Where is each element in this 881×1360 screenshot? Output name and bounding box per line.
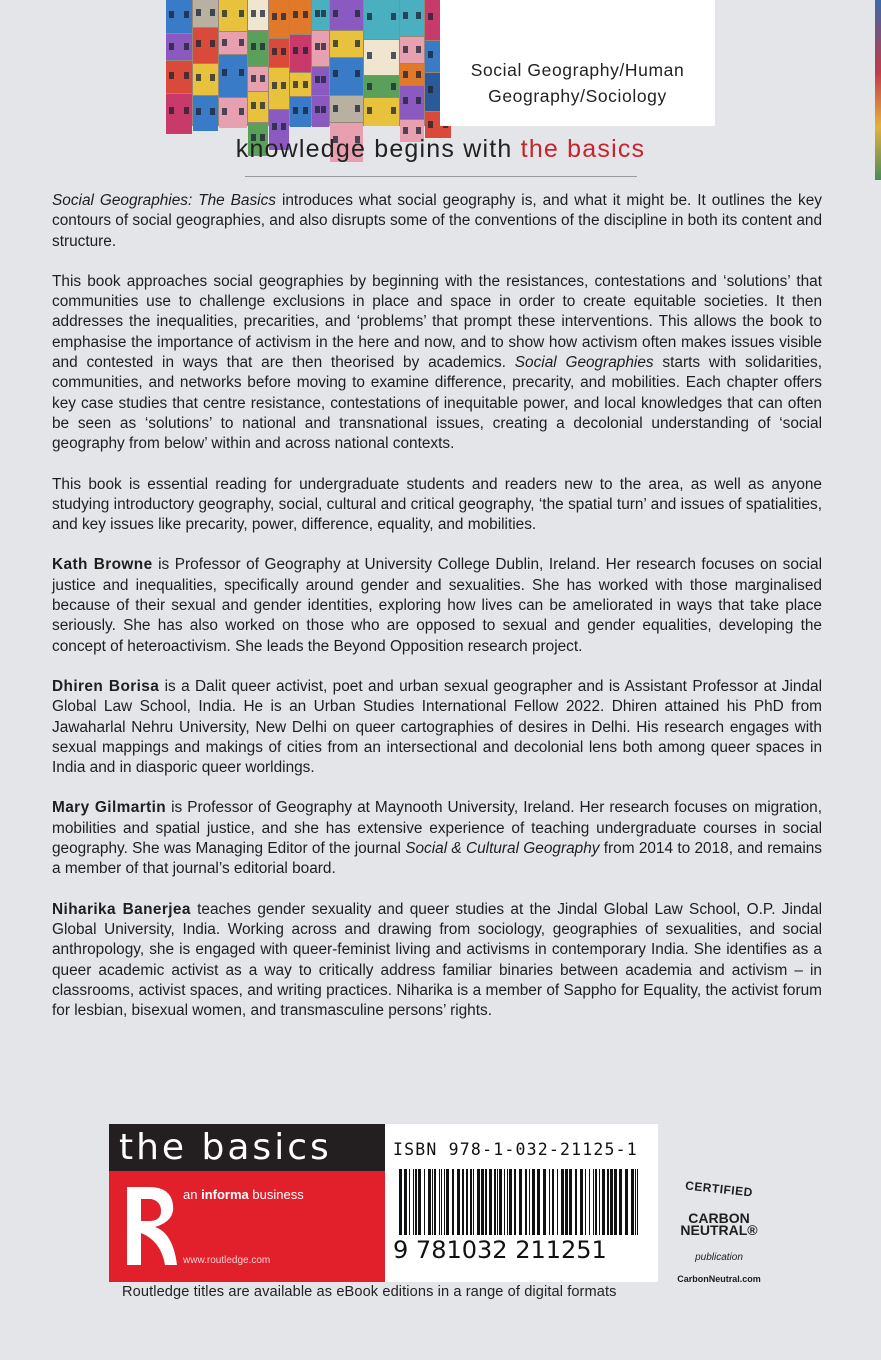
house-window — [428, 51, 433, 58]
house-window — [303, 107, 308, 114]
house-facade — [290, 0, 311, 34]
house-window — [239, 39, 244, 46]
house-window — [169, 72, 174, 79]
carbon-certified: CERTIFIED — [684, 1178, 754, 1200]
barcode-bar — [575, 1169, 577, 1235]
barcode-bar — [631, 1169, 634, 1235]
house-facade — [364, 0, 399, 39]
house-window — [403, 97, 408, 104]
house-window — [391, 107, 396, 114]
house-window — [169, 11, 174, 18]
author-bio-text: is a Dalit queer activist, poet and urban sexual geographer and is Assistant Professor at Jindal Global Law School, India. He is an Urban Studies International Fellow 2022. Dhiren attained his PhD from Jawaharlal Nehru University, New Delhi on queer cartographies of desires in Delhi. His research engages with sexual mappings and makings of cities from an intersectional and decolonial lens both among queer spaces in India and in diasporic queer worldings. — [52, 677, 823, 777]
author-bio-borisa — [52, 677, 822, 778]
house-window — [367, 107, 372, 114]
barcode-bar — [619, 1169, 622, 1235]
house-facade — [312, 96, 329, 127]
house-window — [315, 10, 320, 17]
house-window — [184, 11, 189, 18]
barcode-bar — [413, 1169, 414, 1235]
barcode-bar — [399, 1169, 402, 1235]
house-facade — [166, 94, 192, 134]
house-window — [333, 10, 338, 17]
house-window — [272, 123, 277, 130]
house-window — [416, 71, 421, 78]
barcode-bar — [532, 1169, 535, 1235]
house-window — [321, 76, 326, 83]
barcode-bar — [543, 1169, 546, 1235]
house-facade — [166, 0, 192, 33]
house-window — [355, 10, 360, 17]
house-facade — [219, 32, 247, 54]
author-name: Kath Browne — [52, 556, 153, 574]
barcode-bar — [569, 1169, 572, 1235]
routledge-logo-block — [109, 1124, 385, 1282]
house-window — [428, 86, 433, 93]
house-facade — [400, 64, 424, 85]
house-window — [416, 46, 421, 53]
house-window — [251, 10, 256, 17]
author-name: Niharika Banerjea — [52, 900, 191, 918]
house-facade — [269, 39, 289, 67]
house-window — [321, 106, 326, 113]
series-tagline — [0, 135, 881, 164]
house-window — [333, 40, 338, 47]
house-facade — [248, 0, 268, 30]
barcode-bar — [457, 1169, 460, 1235]
house-facade — [248, 92, 268, 122]
house-window — [428, 121, 433, 128]
audience-paragraph: This book is essential reading for undergraduate students and readers new to the area, as well as anyone studying introductory geography, social, cultural and critical geography, ‘the spatial turn’ and issues of spatialities, and key issues like precarity, power, difference, equality, and mobilities. — [52, 475, 822, 534]
house-facade — [193, 64, 218, 95]
house-window — [367, 52, 372, 59]
colorful-houses-photo — [166, 0, 440, 126]
barcode-bar — [446, 1169, 449, 1235]
house-facade — [312, 0, 329, 30]
barcode-bar — [432, 1169, 433, 1235]
tagline-prefix: knowledge begins with — [235, 135, 513, 163]
barcode-bar — [525, 1169, 527, 1235]
barcode-bar — [477, 1169, 480, 1235]
barcode-prefix-digit: 9 — [393, 1236, 409, 1264]
journal-title: Social & Cultural Geography — [405, 840, 600, 858]
book-title: Social Geographies: The Basics — [52, 192, 276, 209]
barcode-bar — [497, 1169, 498, 1235]
barcode-bar — [444, 1169, 445, 1235]
house-window — [367, 83, 372, 90]
barcode-bar — [561, 1169, 564, 1235]
house-window — [391, 83, 396, 90]
house-window — [281, 13, 286, 20]
house-window — [403, 12, 408, 19]
house-window — [210, 108, 215, 115]
house-window — [281, 82, 286, 89]
house-window — [367, 13, 372, 20]
house-window — [210, 9, 215, 16]
barcode-bar — [489, 1169, 492, 1235]
barcode-bar — [514, 1169, 516, 1235]
subject-category — [440, 57, 715, 109]
house-window — [196, 9, 201, 16]
author-bio-text: from 2014 to 2018, and remains a member of that journal’s editorial board. — [52, 840, 822, 878]
barcode-bar — [625, 1169, 628, 1235]
house-window — [303, 47, 308, 54]
house-window — [272, 48, 277, 55]
house-window — [222, 69, 227, 76]
house-window — [251, 75, 256, 82]
barcode-bar — [614, 1169, 617, 1235]
subject-label-box — [440, 0, 715, 126]
barcode-bar — [462, 1169, 464, 1235]
house-facade — [364, 76, 399, 97]
barcode-bar — [529, 1169, 530, 1235]
house-facade — [166, 61, 192, 93]
house-window — [239, 10, 244, 17]
house-window — [260, 43, 265, 50]
intro-paragraph — [52, 191, 822, 252]
carbon-line-2: NEUTRAL® — [680, 1222, 758, 1238]
barcode-group-1: 781032 — [415, 1236, 508, 1264]
house-facade — [312, 67, 329, 95]
approach-text-2: starts with solidarities, communities, and networks before moving to examine difference, precarity, and mobilities. Each chapter offers key case studies that centre resistance, contestations of inequitable power, and local knowledges that can often be seen as ‘solutions’ to national and transnational issues, creating a decolonial understanding of ‘social geography from below’ within and across national contexts. — [52, 354, 822, 453]
house-window — [428, 13, 433, 20]
house-window — [281, 123, 286, 130]
house-window — [210, 74, 215, 81]
house-facade — [166, 34, 192, 60]
house-window — [303, 81, 308, 88]
house-facade — [219, 55, 247, 97]
barcode-bar — [499, 1169, 502, 1235]
house-window — [272, 82, 277, 89]
subject-line-1: Social Geography/Human — [470, 60, 685, 80]
house-window — [222, 39, 227, 46]
barcode-bar — [428, 1169, 431, 1235]
barcode-bar — [439, 1169, 440, 1235]
house-facade — [193, 0, 218, 27]
isbn-barcode — [385, 1124, 658, 1282]
routledge-r-icon — [113, 1183, 179, 1276]
approach-title: Social Geographies — [514, 354, 654, 372]
tagline-highlight: the basics — [520, 135, 646, 163]
house-window — [239, 69, 244, 76]
house-window — [315, 43, 320, 50]
barcode-bar — [415, 1169, 417, 1235]
house-window — [251, 102, 256, 109]
house-window — [281, 48, 286, 55]
intro-text: introduces what social geography is, and what it might be. It outlines the key contours of social geographies, and also disrupts some of the conventions of the discipline in both its content and structure. — [52, 192, 823, 250]
house-facade — [364, 98, 399, 126]
house-facade — [330, 31, 363, 57]
barcode-bar — [470, 1169, 472, 1235]
carbon-site: CarbonNeutral.com — [677, 1274, 761, 1284]
imprint-wordmark: ROUTLEDGE — [113, 1219, 123, 1276]
house-facade — [248, 67, 268, 91]
informa-tagline — [183, 1187, 304, 1202]
house-window — [184, 43, 189, 50]
informa-prefix: an — [183, 1187, 198, 1202]
barcode-bar — [452, 1169, 454, 1235]
house-facade — [269, 0, 289, 38]
house-facade — [330, 0, 363, 30]
house-facade — [400, 86, 424, 119]
barcode-bar — [519, 1169, 522, 1235]
barcode-bar — [599, 1169, 600, 1235]
house-window — [355, 105, 360, 112]
house-window — [416, 127, 421, 134]
house-window — [333, 70, 338, 77]
house-window — [355, 70, 360, 77]
author-name: Mary Gilmartin — [52, 799, 167, 817]
barcode-bar — [409, 1169, 410, 1235]
barcode-bar — [610, 1169, 613, 1235]
barcode-bars — [399, 1169, 644, 1239]
house-window — [239, 108, 244, 115]
house-window — [222, 108, 227, 115]
approach-text-1: This book approaches social geographies by beginning with the resistances, contestations and ‘solutions’ that communities use to challenge exclusions in place and space in order to create equitable societies. It then addresses the inequalities, precarities, and ‘problems’ that prompt these interventions. This allows the book to emphasise the importance of activism in the here and now, and to show how activism often makes issues visible and contested in ways that are then theorised by academics. — [52, 272, 822, 372]
house-window — [321, 10, 326, 17]
author-bio-text: is Professor of Geography at University College Dublin, Ireland. Her research focuses on social justice and inequalities, specifically around gender and sexualities. She has worked with those marginalised because of their sexual and gender identities, exploring how lives can be ameliorated in ways that take place seriously. She has also worked on those who are opposed to sexual and gender equalities, developing the concept of heteroactivism. She leads the Beyond Opposition research project. — [52, 556, 822, 655]
author-bio-text: teaches gender sexuality and queer studies at the Jindal Global Law School, O.P. Jindal Global University, India. Working across and drawing from sociology, geographies of sexualities, and social anthropology, she is engaged with queer-feminist living and activisms in contemporary India. She identifies as a queer academic activist as a way to critically address familiar binaries between academia and activism – in classrooms, activist spaces, and writing practices. Niharika is a member of Sappho for Equality, the activist forum for lesbian, bisexual women, and transmasculine persons’ rights. — [52, 900, 822, 1020]
barcode-bar — [507, 1169, 508, 1235]
house-window — [403, 71, 408, 78]
house-window — [416, 97, 421, 104]
barcode-bar — [607, 1169, 609, 1235]
barcode-bar — [466, 1169, 468, 1235]
house-facade — [290, 35, 311, 72]
house-facade — [193, 96, 218, 131]
blurb — [52, 191, 822, 1041]
house-facade — [219, 98, 247, 128]
barcode-bar — [424, 1169, 425, 1235]
barcode-bar — [418, 1169, 421, 1235]
ebook-availability-note: Routledge titles are available as eBook editions in a range of digital formats — [122, 1284, 617, 1300]
series-logo: the basics — [109, 1124, 385, 1171]
author-bio-banerjea — [52, 900, 822, 1022]
house-window — [315, 106, 320, 113]
author-name: Dhiren Borisa — [52, 677, 160, 695]
publisher-url: www.routledge.com — [183, 1255, 271, 1266]
house-window — [260, 10, 265, 17]
barcode-bar — [635, 1169, 636, 1235]
barcode-bar — [509, 1169, 512, 1235]
barcode-bar — [473, 1169, 474, 1235]
house-window — [321, 43, 326, 50]
house-window — [403, 127, 408, 134]
isbn-label: ISBN 978-1-032-21125-1 — [393, 1140, 638, 1159]
house-window — [222, 10, 227, 17]
house-window — [260, 102, 265, 109]
barcode-bar — [485, 1169, 487, 1235]
house-facade — [248, 31, 268, 66]
house-window — [196, 74, 201, 81]
barcode-bar — [589, 1169, 590, 1235]
routledge-imprint-panel — [109, 1171, 385, 1282]
house-window — [416, 12, 421, 19]
house-facade — [400, 0, 424, 36]
house-facade — [330, 96, 363, 122]
carbon-line-1: CARBON — [688, 1210, 750, 1226]
house-window — [315, 76, 320, 83]
house-window — [303, 11, 308, 18]
house-facade — [193, 28, 218, 63]
barcode-bar — [593, 1169, 594, 1235]
author-bio-gilmartin — [52, 798, 822, 879]
house-window — [293, 81, 298, 88]
house-facade — [269, 68, 289, 109]
house-window — [355, 40, 360, 47]
house-window — [184, 72, 189, 79]
barcode-bar — [481, 1169, 484, 1235]
house-window — [169, 43, 174, 50]
house-facade — [364, 40, 399, 75]
barcode-bar — [504, 1169, 505, 1235]
tagline-divider — [245, 176, 637, 177]
house-window — [391, 52, 396, 59]
barcode-bar — [580, 1169, 583, 1235]
house-facade — [290, 97, 311, 127]
barcode-number — [393, 1236, 607, 1264]
informa-bold: informa — [201, 1187, 249, 1202]
house-window — [293, 47, 298, 54]
informa-suffix: business — [252, 1187, 304, 1202]
barcode-group-2: 211251 — [515, 1236, 607, 1264]
author-bio-browne — [52, 555, 822, 656]
house-facade — [312, 31, 329, 66]
house-window — [272, 13, 277, 20]
house-window — [391, 13, 396, 20]
barcode-bar — [595, 1169, 597, 1235]
house-window — [196, 108, 201, 115]
subject-line-2: Geography/Sociology — [488, 86, 667, 106]
house-window — [403, 46, 408, 53]
house-facade — [290, 73, 311, 96]
house-window — [169, 107, 174, 114]
house-facade — [400, 37, 424, 63]
barcode-bar — [537, 1169, 540, 1235]
approach-paragraph — [52, 272, 822, 455]
barcode-bar — [585, 1169, 586, 1235]
house-window — [260, 75, 265, 82]
house-facade — [219, 0, 247, 31]
barcode-bar — [434, 1169, 436, 1235]
barcode-bar — [549, 1169, 550, 1235]
barcode-bar — [602, 1169, 605, 1235]
barcode-bar — [637, 1169, 638, 1235]
carbon-neutral-badge — [666, 1178, 772, 1290]
barcode-bar — [565, 1169, 568, 1235]
house-window — [184, 107, 189, 114]
house-window — [293, 11, 298, 18]
house-window — [251, 43, 256, 50]
house-window — [333, 105, 338, 112]
house-facade — [330, 58, 363, 95]
carbon-publication: publication — [695, 1252, 743, 1263]
house-window — [196, 40, 201, 47]
barcode-bar — [557, 1169, 558, 1235]
house-window — [210, 40, 215, 47]
house-window — [293, 107, 298, 114]
author-bio-text: is Professor of Geography at Maynooth University, Ireland. Her research focuses on migration, mobilities and spatial justice, and she has extensive experience of teaching undergraduate courses in social geography. She was Managing Editor of the journal — [52, 799, 822, 858]
barcode-bar — [404, 1169, 407, 1235]
barcode-bar — [494, 1169, 496, 1235]
barcode-bar — [441, 1169, 442, 1235]
barcode-bar — [552, 1169, 554, 1235]
